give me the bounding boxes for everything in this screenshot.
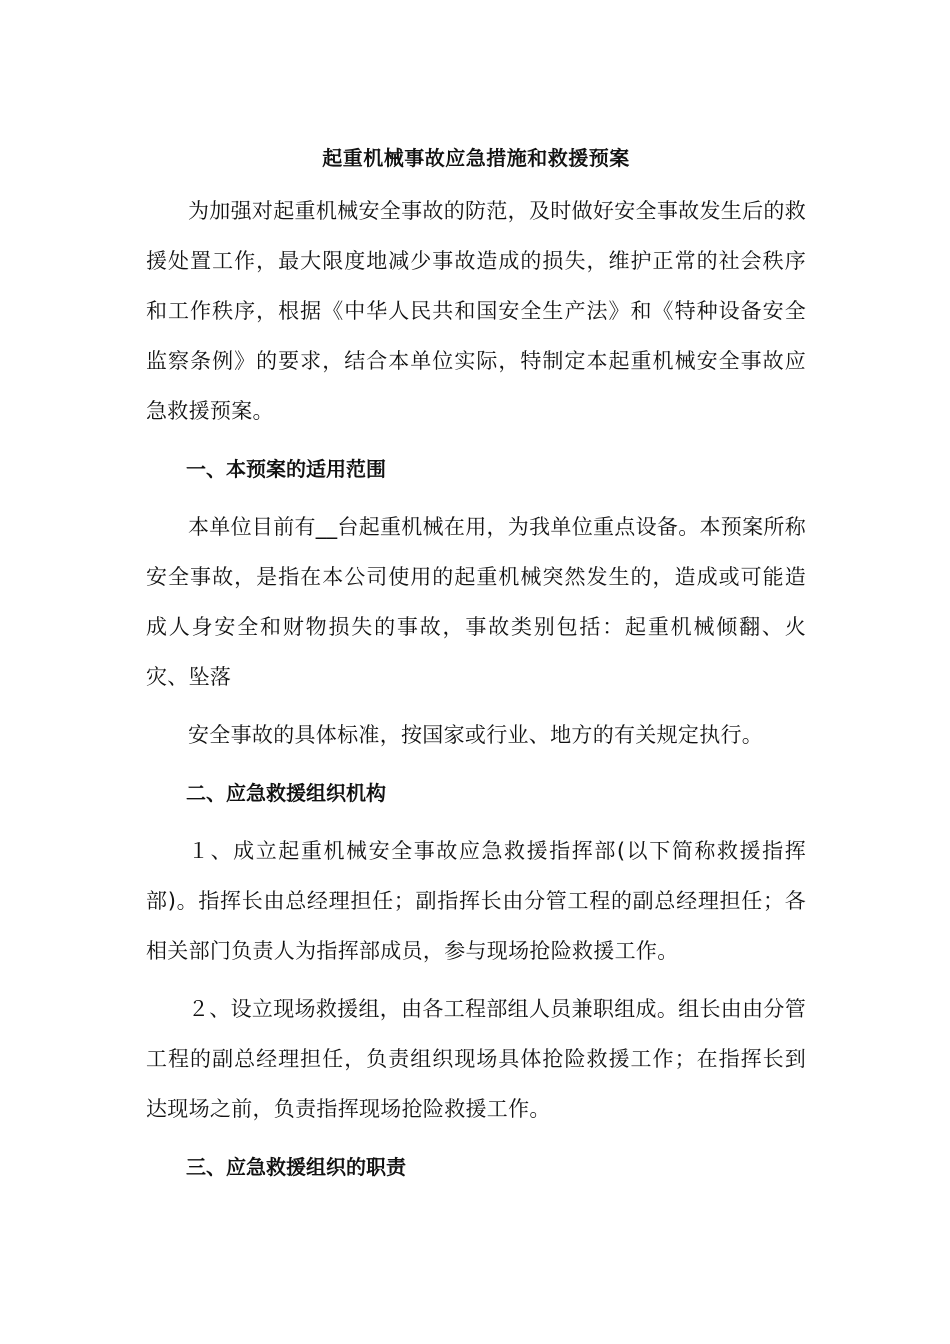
document-title: 起重机械事故应急措施和救援预案 <box>322 146 630 170</box>
organization-item-2: ２、设立现场救援组，由各工程部组人员兼职组成。组长由由分管工程的副总经理担任，负责组织现场具体抢险救援工作；在指挥长到达现场之前，负责指挥现场抢险救援工作。 <box>146 997 806 1121</box>
section-heading-scope: 一、本预案的适用范围 <box>186 457 386 481</box>
organization-item-1: １、成立起重机械安全事故应急救援指挥部(以下简称救援指挥部)。指挥长由总经理担任；副指挥长由分管工程的副总经理担任；各相关部门负责人为指挥部成员，参与现场抢险救援工作。 <box>146 839 806 963</box>
section-heading-organization: 二、应急救援组织机构 <box>186 781 386 805</box>
scope-paragraph: 本单位目前有__台起重机械在用，为我单位重点设备。本预案所称安全事故，是指在本公司使用的起重机械突然发生的，造成或可能造成人身安全和财物损失的事故，事故类别包括：起重机械倾翻、火灾、坠落 <box>146 515 806 689</box>
section-heading-duties: 三、应急救援组织的职责 <box>186 1155 406 1179</box>
scope-standard-paragraph: 安全事故的具体标准，按国家或行业、地方的有关规定执行。 <box>188 723 764 747</box>
document-body <box>146 138 806 1200</box>
intro-paragraph: 为加强对起重机械安全事故的防范，及时做好安全事故发生后的救援处置工作，最大限度地减少事故造成的损失，维护正常的社会秩序和工作秩序，根据《中华人民共和国安全生产法》和《特种设备安全监察条例》的要求，结合本单位实际，特制定本起重机械安全事故应急救援预案。 <box>146 199 806 423</box>
